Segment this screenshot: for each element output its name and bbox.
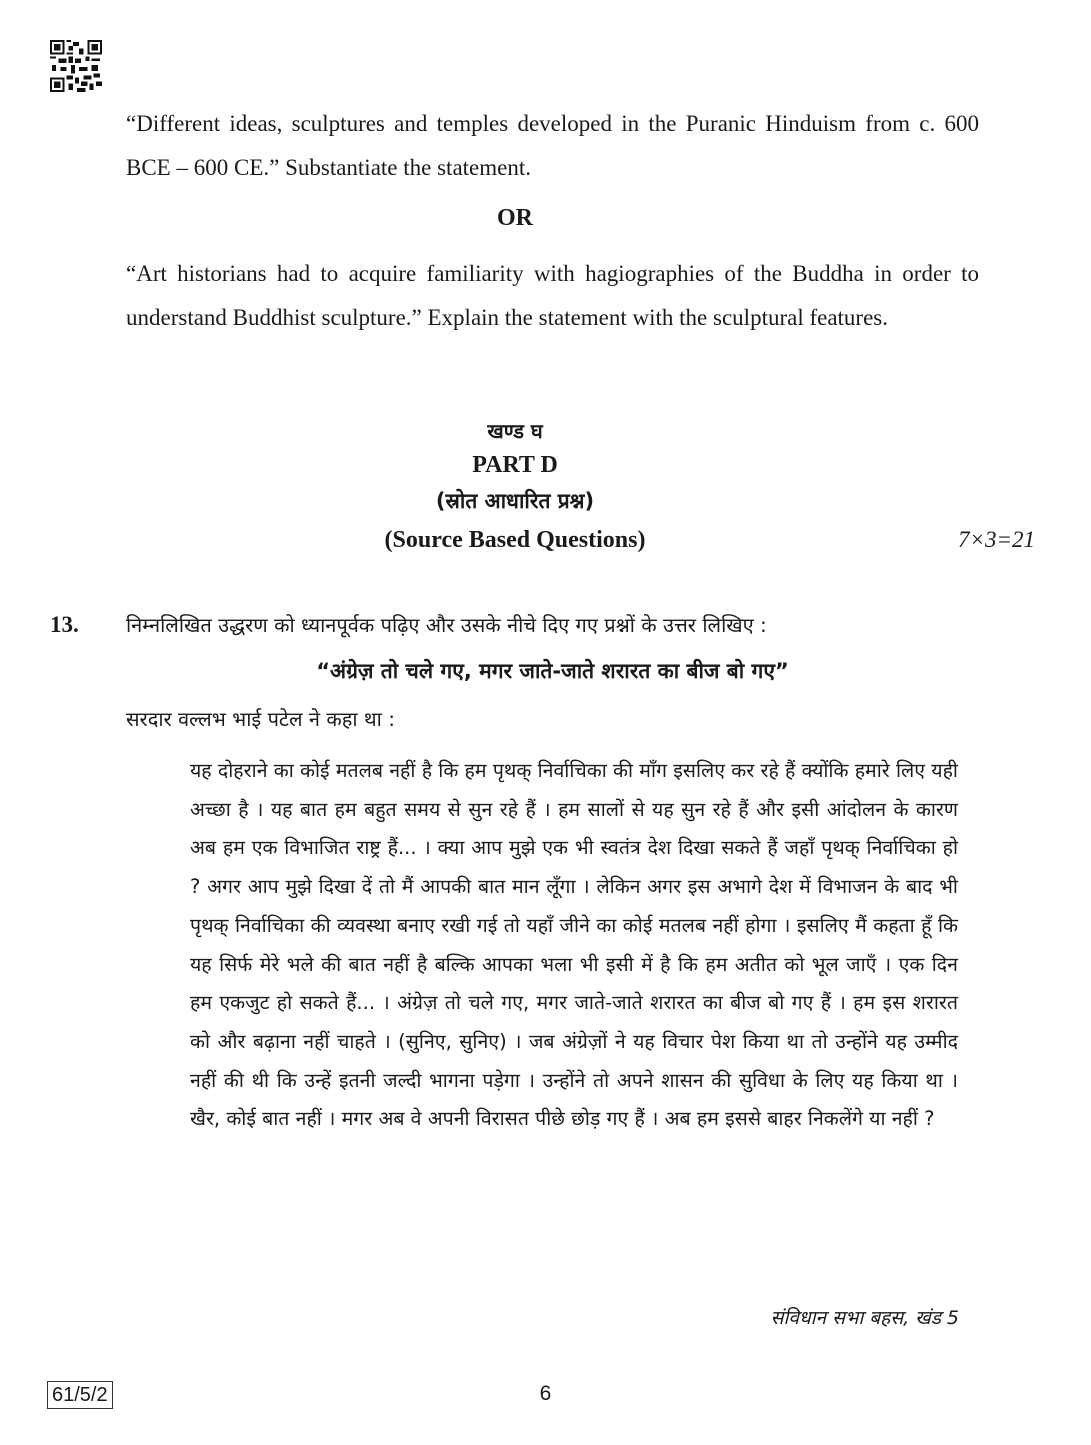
or-label: OR bbox=[497, 205, 533, 231]
source-passage: यह दोहराने का कोई मतलब नहीं है कि हम पृथक् निर्वाचिका की माँग इसलिए कर रहे हैं क्योंकि हमारे लिए यही अच्छा है । यह बात हम बहुत समय से सुन रहे हैं । हम सालों से यह सुन रहे हैं और इसी आंदोलन के कारण अब हम एक विभाजित राष्ट्र हैं... । क्या आप मुझे एक भी स्वतंत्र देश दिखा सकते हैं जहाँ पृथक् निर्वाचिका हो ? अगर आप मुझे दिखा दें तो मैं आपकी बात मान लूँगा । लेकिन अगर इस अभागे देश में विभाजन के बाद भी पृथक् निर्वाचिका की व्यवस्था बनाए रखी गई तो यहाँ जीने का कोई मतलब नहीं होगा । इसलिए मैं कहता हूँ कि यह सिर्फ मेरे भले की बात नहीं है बल्कि आपका भला भी इसी में है कि हम अतीत को भूल जाएँ । एक दिन हम एकजुट हो सकते हैं... । अंग्रेज़ तो चले गए, मगर जाते-जाते शरारत का बीज बो गए हैं । हम इस शरारत को और बढ़ाना नहीं चाहते । (सुनिए, सुनिए) । जब अंग्रेज़ों ने यह विचार पेश किया था तो उन्होंने यह उम्मीद नहीं की थी कि उन्हें इतनी जल्दी भागना पड़ेगा । उन्होंने तो अपने शासन की सुविधा के लिए यह किया था । खैर, कोई बात नहीं । मगर अब वे अपनी विरासत पीछे छोड़ गए हैं । अब हम इससे बाहर निकलेंगे या नहीं ? bbox=[190, 759, 958, 1131]
speaker-line: सरदार वल्लभ भाई पटेल ने कहा था : bbox=[126, 707, 395, 731]
part-title-hindi: खण्ड घ bbox=[487, 419, 543, 443]
question-instruction: निम्नलिखित उद्धरण को ध्यानपूर्वक पढ़िए और उसके नीचे दिए गए प्रश्नों के उत्तर लिखिए : bbox=[126, 613, 767, 637]
question-number: 13. bbox=[50, 612, 79, 637]
question-12-alternative-text: “Art historians had to acquire familiarity with hagiographies of the Buddha in order to understand Buddhist sculpture.” Explain the statement with the sculptural features. bbox=[126, 261, 979, 330]
part-title: PART D bbox=[472, 452, 558, 478]
quote-title: “अंग्रेज़ तो चले गए, मगर जाते-जाते शरारत का बीज बो गए” bbox=[316, 659, 789, 683]
marks-allocation: 7×3=21 bbox=[957, 527, 1035, 552]
part-subtitle: (Source Based Questions) bbox=[384, 527, 646, 553]
paper-code: 61/5/2 bbox=[47, 1381, 113, 1409]
part-subtitle-hindi: (स्रोत आधारित प्रश्न) bbox=[435, 489, 595, 513]
source-reference: संविधान सभा बहस, खंड 5 bbox=[770, 1307, 959, 1329]
question-12-text: “Different ideas, sculptures and temples developed in the Puranic Hinduism from c. 600 BCE – 600 CE.” Substantiate the statement. bbox=[126, 111, 979, 180]
page-number: 6 bbox=[539, 1382, 552, 1405]
qr-code bbox=[50, 40, 102, 92]
